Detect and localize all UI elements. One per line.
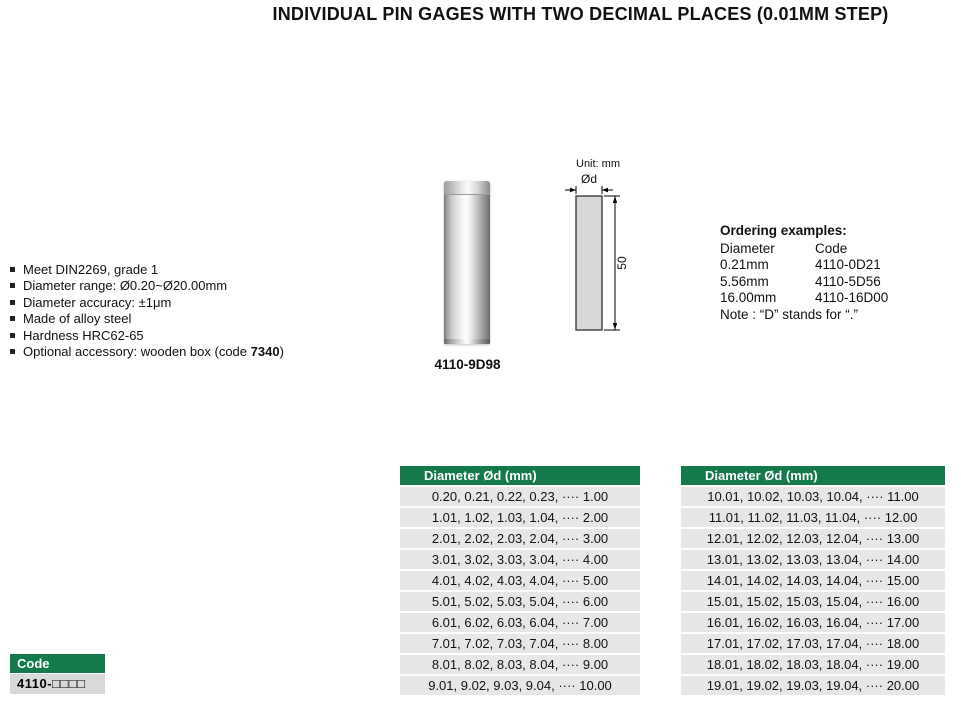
table-row: 8.01, 8.02, 8.03, 8.04, ···· 9.00 [400, 655, 640, 676]
ordering-row [720, 257, 945, 274]
table-row: 1.01, 1.02, 1.03, 1.04, ···· 2.00 [400, 508, 640, 529]
feature-item [10, 278, 284, 295]
diameter-dim-label: Ød [580, 172, 598, 186]
table-row: 12.01, 12.02, 12.03, 12.04, ···· 13.00 [681, 529, 945, 550]
diameter-table-1 [400, 466, 640, 697]
ordering-title: Ordering examples: [720, 223, 847, 238]
table-row: 7.01, 7.02, 7.03, 7.04, ···· 8.00 [400, 634, 640, 655]
length-dim-label: 50 [615, 256, 629, 270]
table-row: 16.01, 16.02, 16.03, 16.04, ···· 17.00 [681, 613, 945, 634]
bullet-icon [10, 283, 15, 288]
table-row: 3.01, 3.02, 3.03, 3.04, ···· 4.00 [400, 550, 640, 571]
ordering-diameter: 0.21mm [720, 257, 769, 273]
table-row: 13.01, 13.02, 13.03, 13.04, ···· 14.00 [681, 550, 945, 571]
feature-item [10, 294, 284, 311]
ordering-diameter: 16.00mm [720, 290, 777, 306]
feature-item [10, 311, 284, 328]
technical-drawing [563, 158, 653, 348]
feature-text-before: Optional accessory: wooden box (code [23, 344, 251, 360]
code-header: Code [10, 654, 105, 674]
table-row: 14.01, 14.02, 14.03, 14.04, ···· 15.00 [681, 571, 945, 592]
ordering-row [720, 290, 945, 307]
table-row: 2.01, 2.02, 2.03, 2.04, ···· 3.00 [400, 529, 640, 550]
ordering-header-row [720, 240, 945, 257]
table-row: 9.01, 9.02, 9.03, 9.04, ···· 10.00 [400, 676, 640, 697]
ordering-row [720, 273, 945, 290]
dim-arrow-icon [613, 196, 617, 203]
ordering-col-diameter: Diameter [720, 240, 775, 256]
feature-accessory-code: 7340 [250, 344, 280, 360]
feature-item [10, 327, 284, 344]
pin-gage-photo [444, 181, 490, 344]
feature-text: Diameter accuracy: ±1μm [23, 294, 172, 310]
feature-item [10, 344, 284, 361]
ordering-examples [720, 223, 945, 323]
bullet-icon [10, 300, 15, 305]
bullet-icon [10, 333, 15, 338]
ordering-code: 4110-0D21 [815, 257, 881, 273]
table-row: 11.01, 11.02, 11.03, 11.04, ···· 12.00 [681, 508, 945, 529]
feature-text: Made of alloy steel [23, 311, 132, 327]
bullet-icon [10, 316, 15, 321]
table-row: 5.01, 5.02, 5.03, 5.04, ···· 6.00 [400, 592, 640, 613]
feature-text-after: ) [279, 344, 284, 360]
ordering-diameter: 5.56mm [720, 273, 769, 289]
feature-text: Hardness HRC62-65 [23, 327, 144, 343]
table-row: 10.01, 10.02, 10.03, 10.04, ···· 11.00 [681, 487, 945, 508]
table-row: 0.20, 0.21, 0.22, 0.23, ···· 1.00 [400, 487, 640, 508]
diameter-table-2 [681, 466, 945, 697]
dim-arrow-icon [570, 188, 576, 192]
table-row: 17.01, 17.02, 17.03, 17.04, ···· 18.00 [681, 634, 945, 655]
table-row: 4.01, 4.02, 4.03, 4.04, ···· 5.00 [400, 571, 640, 592]
table-row: 6.01, 6.02, 6.03, 6.04, ···· 7.00 [400, 613, 640, 634]
table-row: 18.01, 18.02, 18.03, 18.04, ···· 19.00 [681, 655, 945, 676]
bullet-icon [10, 267, 15, 272]
bullet-icon [10, 349, 15, 354]
dim-arrow-icon [613, 323, 617, 330]
model-label: 4110-9D98 [434, 357, 501, 372]
ordering-code: 4110-5D56 [815, 273, 881, 289]
table-header: Diameter Ød (mm) [400, 466, 640, 487]
ordering-code: 4110-16D00 [815, 290, 889, 306]
page-title: INDIVIDUAL PIN GAGES WITH TWO DECIMAL PLACES (0.01MM STEP) [272, 4, 889, 24]
table-row: 15.01, 15.02, 15.03, 15.04, ···· 16.00 [681, 592, 945, 613]
ordering-col-code: Code [815, 240, 848, 256]
dimension-drawing [563, 172, 641, 348]
features-list [10, 261, 284, 360]
dim-arrow-icon [602, 188, 608, 192]
feature-text: Diameter range: Ø0.20~Ø20.00mm [23, 278, 228, 294]
table-row: 19.01, 19.02, 19.03, 19.04, ···· 20.00 [681, 676, 945, 697]
code-block [10, 654, 105, 694]
feature-item [10, 261, 284, 278]
unit-label: Unit: mm [576, 158, 620, 170]
feature-text: Meet DIN2269, grade 1 [23, 261, 159, 277]
ordering-note: Note : “D” stands for “.” [720, 306, 859, 322]
feature-text [23, 344, 284, 359]
pin-outline [576, 196, 602, 330]
code-value: 4110-□□□□ [10, 674, 105, 694]
table-header: Diameter Ød (mm) [681, 466, 945, 487]
